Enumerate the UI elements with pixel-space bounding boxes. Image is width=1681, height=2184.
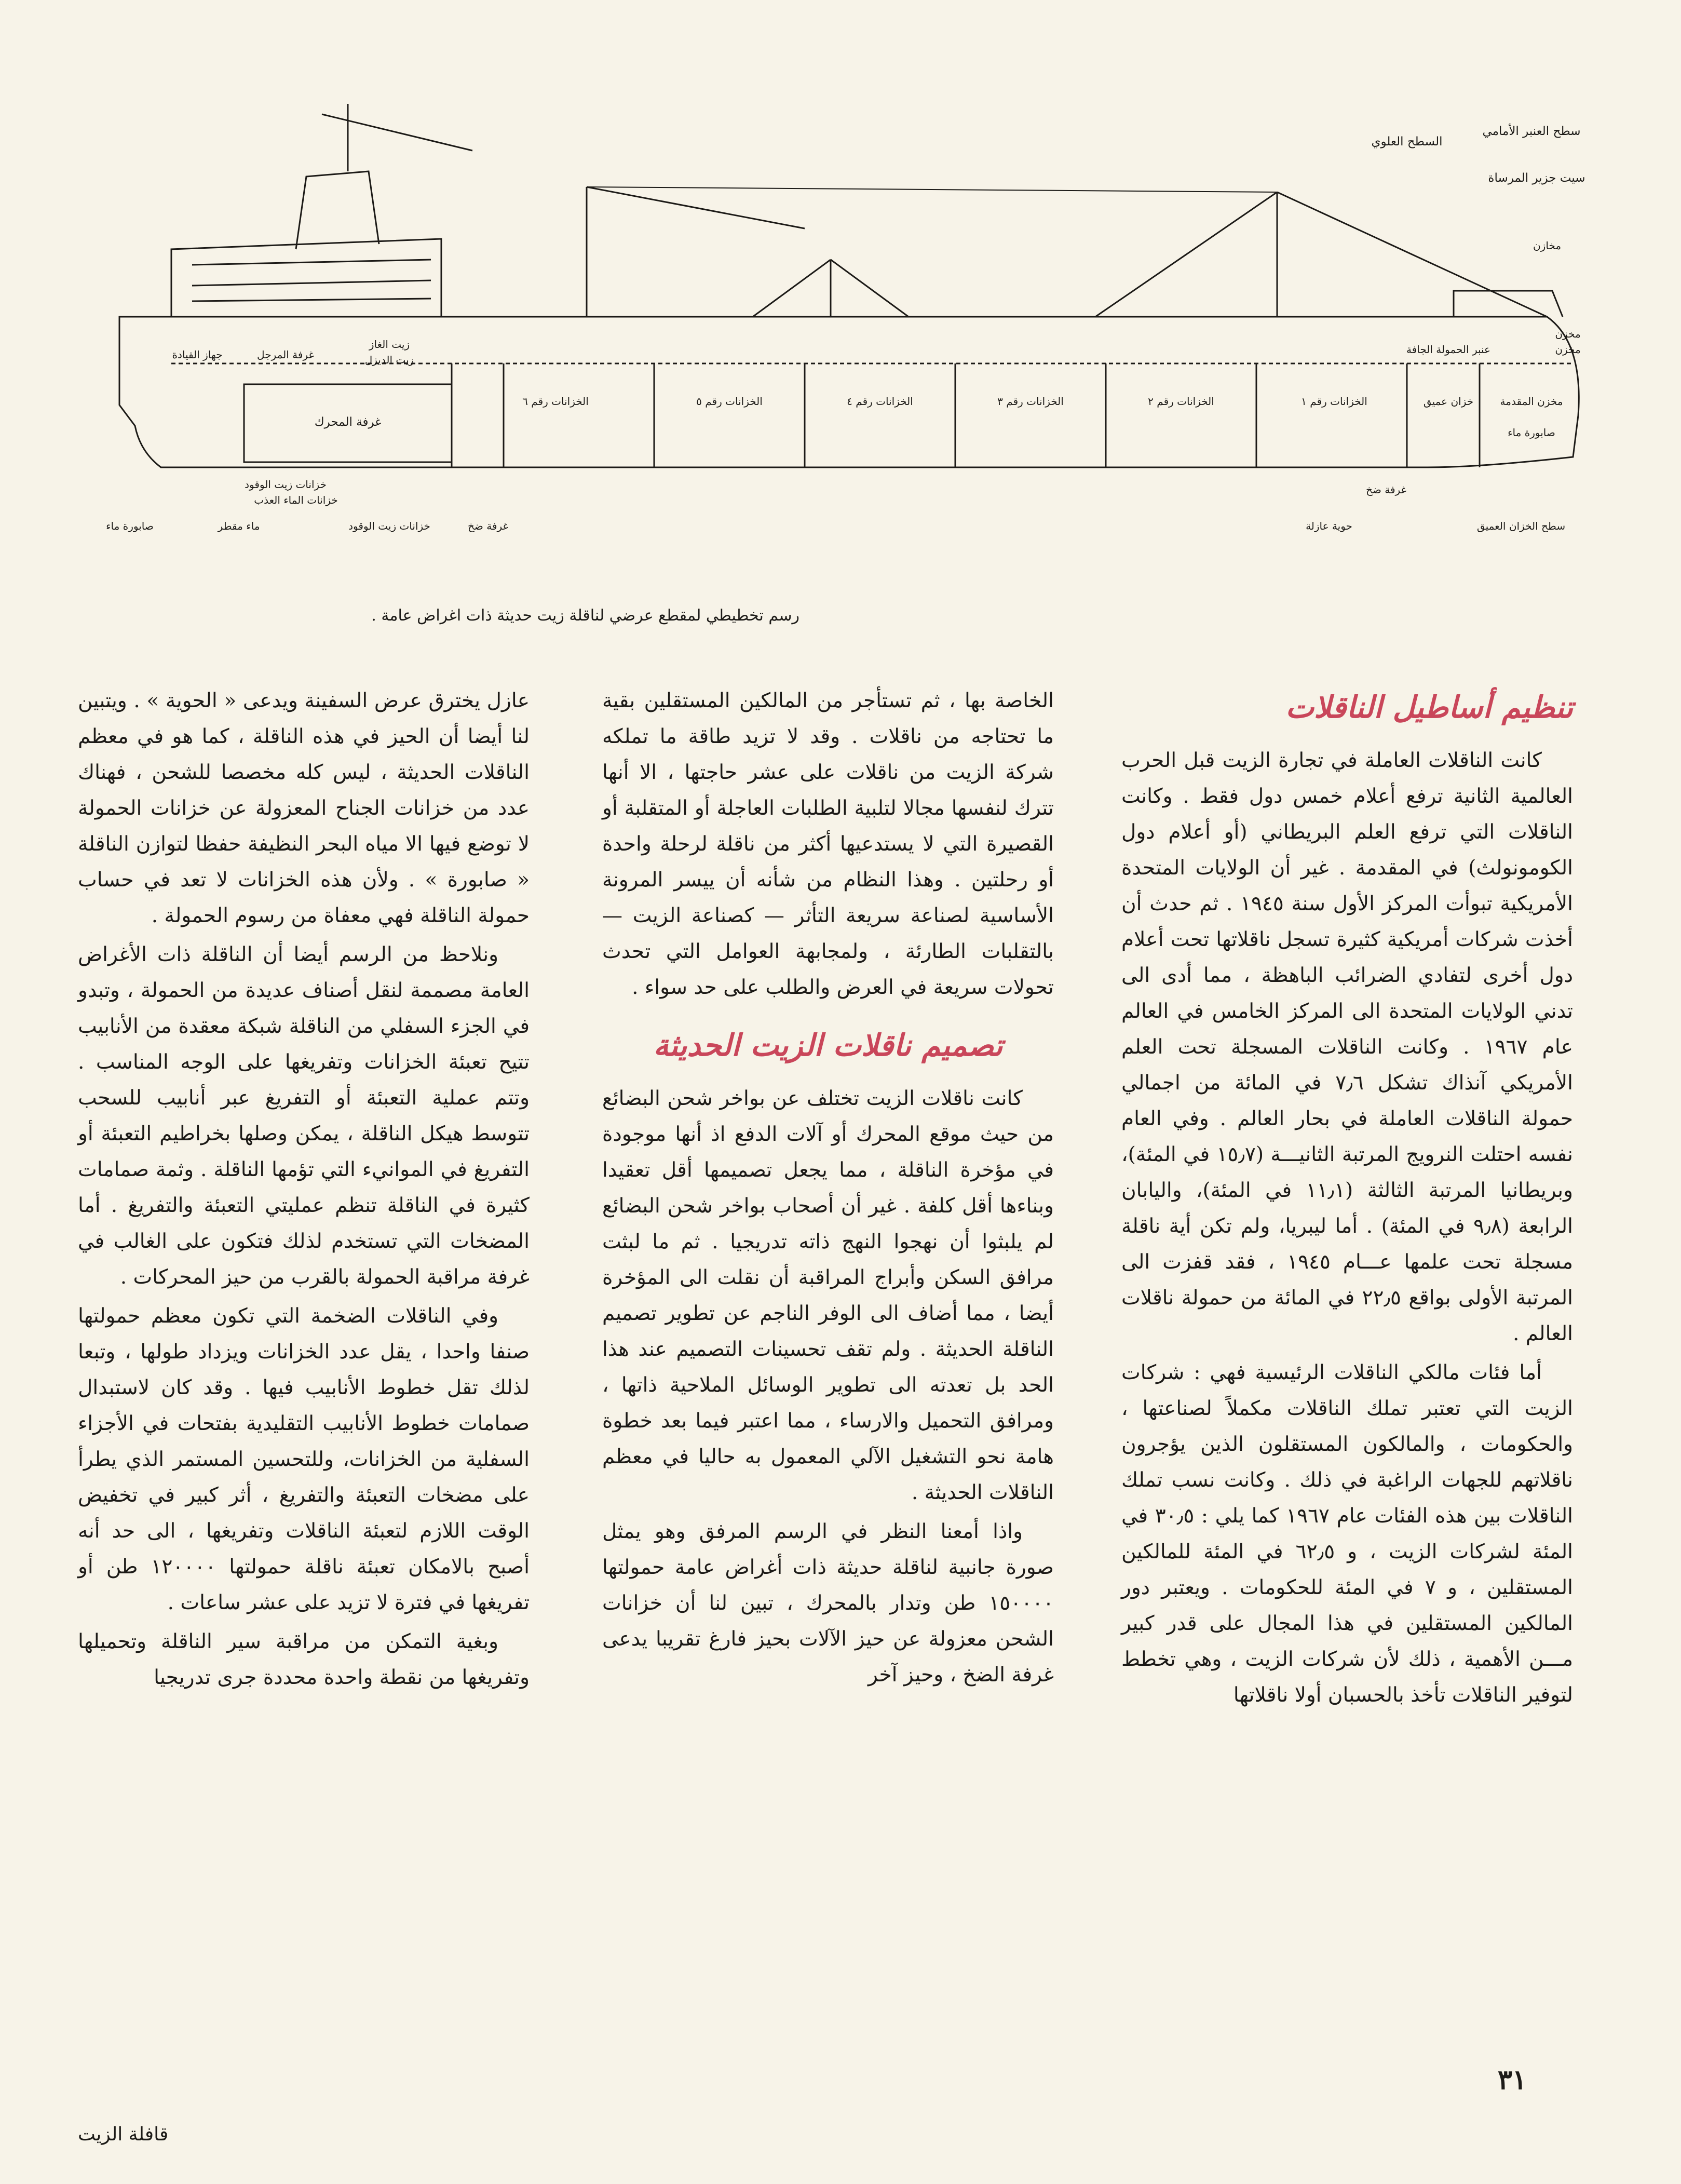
paragraph: الخاصة بها ، ثم تستأجر من المالكين المستقلين بقية ما تحتاجه من ناقلات . وقد لا تزيد طاقة ما تملكه شركة الزيت من ناقلات على عشر حاجتها ، الا أنها تترك لنفسها مجالا لتلبية الطلبات العاجلة أو المتقلبة أو القصيرة التي لا يستدعيها أكثر من ناقلة لرحلة واحدة أو رحلتين . وهذا النظام من شأنه أن ييسر المرونة الأساسية لصناعة سريعة التأثر — كصناعة الزيت — بالتقلبات الطارئة ، ولمجابهة العوامل التي تحدث تحولات سريعة في العرض والطلب على حد سواء .	[602, 689, 1054, 999]
tank-6: الخزانات رقم ٦	[522, 395, 589, 408]
label-fore-store: مخزن المقدمة	[1500, 395, 1563, 408]
label-fresh-water-tanks: خزانات الماء العذب	[254, 494, 338, 506]
label-store-2: مخزن	[1555, 328, 1581, 340]
tank-3: الخزانات رقم ٣	[997, 395, 1064, 408]
label-diesel-oil: زيت الديزل	[364, 354, 414, 366]
label-engine-room: غرفة المحرك	[314, 415, 382, 429]
label-steering-gear: جهاز القيادة	[172, 348, 223, 361]
paragraph: عازل يخترق عرض السفينة ويدعى « الحوية » . ويتبين لنا أيضا أن الحيز في هذه الناقلة ، كما هو في معظم الناقلات الحديثة ، ليس كله مخصصا للشحن ، فهناك عدد من خزانات الجناح المعزولة عن خزانات الحمولة لا توضع فيها الا مياه البحر النظيفة حفظا لتوازن الناقلة « صابورة » . ولأن هذه الخزانات لا تعد في حساب حمولة الناقلة فهي معفاة من رسوم الحمولة .	[78, 689, 530, 927]
tanker-diagram	[78, 93, 1599, 582]
magazine-name: قافلة الزيت	[78, 2124, 169, 2145]
column-right	[1121, 683, 1573, 1716]
hull-outline	[119, 317, 1579, 467]
paragraph: أما فئات مالكي الناقلات الرئيسية فهي : شركات الزيت التي تعتبر تملك الناقلات مكملاً لصناعتها ، والحكومات ، والمالكون المستقلون الذين يؤجرون ناقلاتهم للجهات الراغبة في ذلك . وكانت نسب تملك الناقلات بين هذه الفئات عام ١٩٦٧ كما يلي : ٣٠٫٥ في المئة لشركات الزيت ، و ٦٢٫٥ في المئة للمالكين المستقلين ، و ٧ في المئة للحكومات . ويعتبر دور المالكين المستقلين في هذا المجال على قدر كبير مـــن الأهمية ، ذلك لأن شركات الزيت ، وهي تخطط لتوفير الناقلات تأخذ بالحسبان أولا ناقلاتها	[1121, 1361, 1574, 1707]
label-forecastle-deck: سطح العنبر الأمامي	[1482, 125, 1581, 138]
label-distilled-water: ماء مقطر	[218, 520, 260, 532]
paragraph: وفي الناقلات الضخمة التي تكون معظم حمولتها صنفا واحدا ، يقل عدد الخزانات ويزداد طولها ، وتبعا لذلك تقل خطوط الأنابيب فيها . وقد كان لاستبدال صمامات خطوط الأنابيب التقليدية بفتحات في الأجزاء السفلية من الخزانات، وللتحسين المستمر الذي يطرأ على مضخات التعبئة والتفريغ ، أثر كبير في تخفيض الوقت اللازم لتعبئة الناقلات وتفريغها ، الى حد أنه أصبح بالامكان تعبئة ناقلة حمولتها ١٢٠٠٠٠ طن أو تفريغها في فترة لا تزيد على عشر ساعات .	[78, 1304, 530, 1614]
column-left	[78, 683, 530, 1698]
label-ballast-water-stern: صابورة ماء	[106, 520, 154, 532]
section-heading-fleets: تنظيم أساطيل الناقلات	[1285, 690, 1573, 725]
label-ballast-bow: صابورة ماء	[1508, 426, 1555, 439]
tanker-cross-section-drawing	[78, 93, 1599, 582]
tank-5: الخزانات رقم ٥	[696, 395, 763, 408]
tank-1: الخزانات رقم ١	[1301, 395, 1367, 408]
section-heading-design: تصميم ناقلات الزيت الحديثة	[653, 1028, 1003, 1063]
column-middle	[602, 683, 1054, 1696]
tank-2: الخزانات رقم ٢	[1148, 395, 1214, 408]
page-number: ٣١	[1498, 2064, 1527, 2096]
label-gas-oil: زيت الغاز	[369, 338, 410, 350]
tank-4: الخزانات رقم ٤	[847, 395, 913, 408]
label-upper-deck: السطح العلوي	[1371, 135, 1443, 149]
label-boiler-room: غرفة المرجل	[257, 348, 314, 361]
diagram-caption: رسم تخطيطي لمقطع عرضي لناقلة زيت حديثة ذات اغراض عامة .	[371, 606, 799, 625]
label-stores-1: مخازن	[1533, 239, 1562, 252]
label-deep-tank: خزان عميق	[1423, 395, 1474, 408]
label-dry-cargo-hold: عنبر الحمولة الجافة	[1406, 343, 1490, 356]
paragraph: وبغية التمكن من مراقبة سير الناقلة وتحميلها وتفريغها من نقطة واحدة محددة جرى تدريجيا	[78, 1630, 530, 1689]
label-cofferdam: حوية عازلة	[1306, 520, 1352, 532]
label-fuel-oil-tanks-2: خزانات زيت الوقود	[348, 520, 430, 532]
paragraph: ونلاحظ من الرسم أيضا أن الناقلة ذات الأغراض العامة مصممة لنقل أصناف عديدة من الحمولة ، وتبدو في الجزء السفلي من الناقلة شبكة معقدة من الأنابيب تتيح تعبئة الخزانات وتفريغها على الوجه المناسب . وتتم عملية التعبئة أو التفريغ عبر أنابيب للسحب تتوسط هيكل الناقلة ، يمكن وصلها بخراطيم التعبئة أو التفريغ في الموانيء التي تؤمها الناقلة . وثمة صمامات كثيرة في الناقلة تنظم عمليتي التعبئة والتفريغ . أما المضخات التي تستخدم لذلك فتكون على الغالب في غرفة مراقبة الحمولة بالقرب من حيز المحركات .	[78, 943, 530, 1289]
funnel	[296, 171, 379, 249]
paragraph: واذا أمعنا النظر في الرسم المرفق وهو يمثل صورة جانبية لناقلة حديثة ذات أغراض عامة حمولتها ١٥٠٠٠٠ طن وتدار بالمحرك ، تبين لنا أن خزانات الشحن معزولة عن حيز الآلات بحيز فارغ تقريبا يدعى غرفة الضخ ، وحيز آخر	[602, 1520, 1054, 1687]
paragraph: كانت ناقلات الزيت تختلف عن بواخر شحن البضائع من حيث موقع المحرك أو آلات الدفع اذ أنها موجودة في مؤخرة الناقلة ، مما يجعل تصميمها أقل تعقيدا وبناءها أقل كلفة . غير أن أصحاب بواخر شحن البضائع لم يلبثوا أن نهجوا النهج ذاته تدريجيا . ثم ما لبثت مرافق السكن وأبراج المراقبة أن نقلت الى المؤخرة أيضا ، مما أضاف الى الوفر الناجم عن تطوير تصميم الناقلة الحديثة . ولم تقف تحسينات التصميم عند هذا الحد بل تعدته الى تطوير الوسائل الملاحية ذاتها ، ومرافق التحميل والارساء ، مما اعتبر فيما بعد خطوة هامة نحو التشغيل الآلي المعمول به حاليا في معظم الناقلات الحديثة .	[602, 1087, 1054, 1505]
label-windlass: سيت جزير المرساة	[1488, 171, 1585, 185]
label-pump-room-stern: غرفة ضخ	[467, 520, 509, 532]
label-deep-tank-deck: سطح الخزان العميق	[1476, 520, 1566, 532]
label-pump-room-bow: غرفة ضخ	[1365, 483, 1407, 496]
label-store-3: مخزن	[1555, 343, 1581, 356]
superstructure	[171, 239, 441, 317]
paragraph: كانت الناقلات العاملة في تجارة الزيت قبل الحرب العالمية الثانية ترفع أعلام خمس دول فقط . وكانت الناقلات التي ترفع العلم البريطاني (أو أعلام دول الكومونولث) في المقدمة . غير أن الولايات المتحدة الأمريكية تبوأت المركز الأول سنة ١٩٤٥ . ثم حدث أن أخذت شركات أمريكية كثيرة تسجل ناقلاتها تحت أعلام دول أخرى لتفادي الضرائب الباهظة ، مما أدى الى تدني الولايات المتحدة الى المركز الخامس في العالم عام ١٩٦٧ . وكانت الناقلات المسجلة تحت العلم الأمريكي آنذاك تشكل ٧٫٦ في المائة من اجمالي حمولة الناقلات العاملة في بحار العالم . وفي العام نفسه احتلت النرويج المرتبة الثانيـــة (١٥٫٧ في المئة)، وبريطانيا المرتبة الثالثة (١١٫١ في المئة)، واليابان الرابعة (٩٫٨ في المئة) . أما ليبريا، ولم تكن أية ناقلة مسجلة تحت علمها عـــام ١٩٤٥ ، فقد قفزت الى المرتبة الأولى بواقع ٢٢٫٥ في المائة من حمولة ناقلات العالم .	[1121, 749, 1574, 1346]
label-fuel-oil-tanks-1: خزانات زيت الوقود	[245, 478, 327, 491]
